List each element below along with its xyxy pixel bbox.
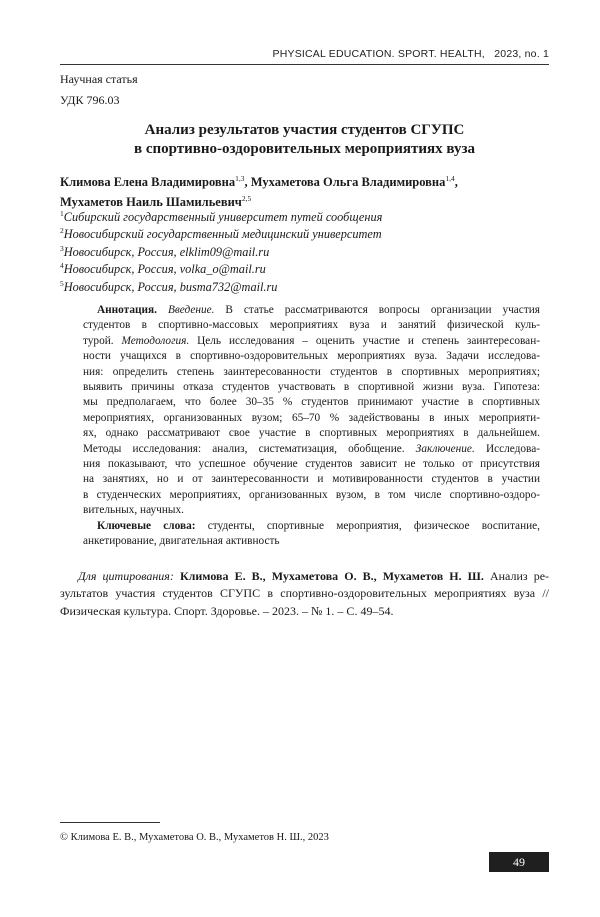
affiliation-item	[60, 209, 549, 226]
affiliation-number: 2	[60, 226, 64, 236]
header-divider	[60, 64, 549, 65]
article-title	[60, 121, 549, 159]
abstract-line	[83, 442, 540, 457]
affiliation-item	[60, 244, 549, 261]
keywords-line	[83, 519, 540, 534]
journal-issue: 2023, no. 1	[494, 48, 549, 60]
affiliation-number: 3	[60, 243, 64, 253]
authors-list: Климова Елена Владимировна$^{1,3}$, Мухаметова Ольга Владимировна$^{1,4}$, Мухаметов Наиль Шамильевич$^{2,5}$	[60, 174, 458, 209]
affiliation-text: Сибирский государственный университет путей сообщения	[63, 210, 383, 224]
copyright-notice: © Климова Е. В., Мухаметова О. В., Мухаметов Н. Ш., 2023	[60, 832, 329, 843]
citation-block	[60, 568, 549, 620]
abstract-line: ния показывают, что успешное обучение студентов зависит не только от присутствия	[83, 458, 540, 471]
abstract-line: ния: определить степень заинтересованности студентов в спортивных мероприятиях;	[83, 365, 540, 378]
journal-name: PHYSICAL EDUCATION. SPORT. HEALTH,	[272, 48, 485, 60]
abstract-line: студентов в спортивно-массовых мероприятиях вуза и занятий физической куль-	[83, 319, 540, 332]
author-affiliation-marker: 1,3	[235, 174, 245, 183]
abstract-line: выявить причины отказа студентов участвовать в спортивной жизни вуза. Гипотеза:	[83, 381, 540, 394]
article-type: Научная статья	[60, 72, 138, 86]
abstract-line: мы предполагаем, что более 30–35 % студентов принимают участие в спортивных	[83, 396, 540, 409]
author-affiliation-marker: 2,5	[241, 194, 252, 203]
affiliation-item	[60, 226, 549, 243]
author-name: Климова Елена Владимировна	[60, 175, 236, 189]
affiliation-text: Новосибирск, Россия, busma732@mail.ru	[63, 279, 278, 294]
abstract-text: турой.	[83, 334, 114, 347]
page-number: 49	[489, 852, 549, 872]
affiliation-text: Новосибирск, Россия, elklim09@mail.ru	[63, 244, 270, 259]
affiliation-number: 1	[60, 209, 64, 218]
abstract-intro-label: Введение.	[167, 304, 215, 316]
affiliation-item	[60, 279, 549, 296]
udc-code: УДК 796.03	[60, 93, 120, 107]
running-header	[60, 48, 549, 60]
abstract-label: Аннотация.	[97, 304, 157, 316]
affiliation-item	[60, 261, 549, 278]
abstract-text: Методы исследования: анализ, систематизация, обобщение.	[83, 442, 405, 455]
abstract-line: вительных, научных.	[83, 504, 184, 517]
abstract-line	[83, 303, 540, 318]
abstract-line: мероприятиях, организованных вузом; 65–70 % задействованы в иных мероприяти-	[83, 411, 540, 424]
keywords-line: анкетирование, двигательная активность	[83, 535, 280, 548]
citation-line: Физическая культура. Спорт. Здоровье. – 2023. – № 1. – С. 49–54.	[60, 603, 394, 618]
abstract-line: ях, однако рассматривают свое участие в спортивных мероприятиях в дальнейшем.	[83, 427, 540, 440]
footnote-divider	[60, 822, 160, 823]
title-line-1: Анализ результатов участия студентов СГУПС	[144, 122, 465, 138]
abstract-text: Исследова-	[485, 442, 540, 455]
abstract-text: Цель исследования – оценить участие и степень заинтересован-	[197, 334, 541, 347]
abstract-line	[83, 334, 540, 349]
author-name: Мухаметова Ольга Владимировна	[250, 175, 446, 189]
abstract-line: в студенческих мероприятиях, организованных вузом, в том числе спортивно-оздоро-	[83, 488, 540, 501]
abstract-line: ности учащихся в спортивно-оздоровительных мероприятиях вуза. Задачи исследова-	[83, 350, 540, 363]
citation-text: Анализ ре-	[489, 569, 550, 583]
author-name: Мухаметов Наиль Шамильевич	[60, 195, 242, 209]
keywords-label: Ключевые слова:	[97, 519, 196, 532]
affiliation-number: 4	[60, 261, 64, 271]
citation-authors: Климова Е. В., Мухаметова О. В., Мухаметов Н. Ш.	[179, 569, 484, 583]
citation-label: Для цитирования:	[78, 569, 174, 583]
abstract-conclusion-label: Заключение.	[415, 442, 475, 455]
abstract-text: В статье рассматриваются вопросы организации участия	[225, 304, 541, 316]
affiliation-number: 5	[60, 278, 64, 288]
citation-line	[60, 568, 549, 585]
affiliation-text: Новосибирский государственный медицинский университет	[63, 227, 382, 242]
affiliation-text: Новосибирск, Россия, volka_o@mail.ru	[63, 262, 266, 277]
affiliations-list	[60, 209, 549, 296]
abstract-block	[83, 303, 540, 550]
abstract-methodology-label: Методология.	[121, 334, 190, 347]
title-line-2: в спортивно-оздоровительных мероприятиях вуза	[133, 141, 476, 157]
keywords-text: студенты, спортивные мероприятия, физическое воспитание,	[207, 519, 541, 532]
citation-line: зультатов участия студентов СГУПС в спортивно-оздоровительных мероприятиях вуза //	[60, 586, 549, 601]
abstract-line: на занятиях, но и от заинтересованности и мотивированности студентов в участии	[83, 473, 540, 486]
author-affiliation-marker: 1,4	[445, 174, 455, 183]
